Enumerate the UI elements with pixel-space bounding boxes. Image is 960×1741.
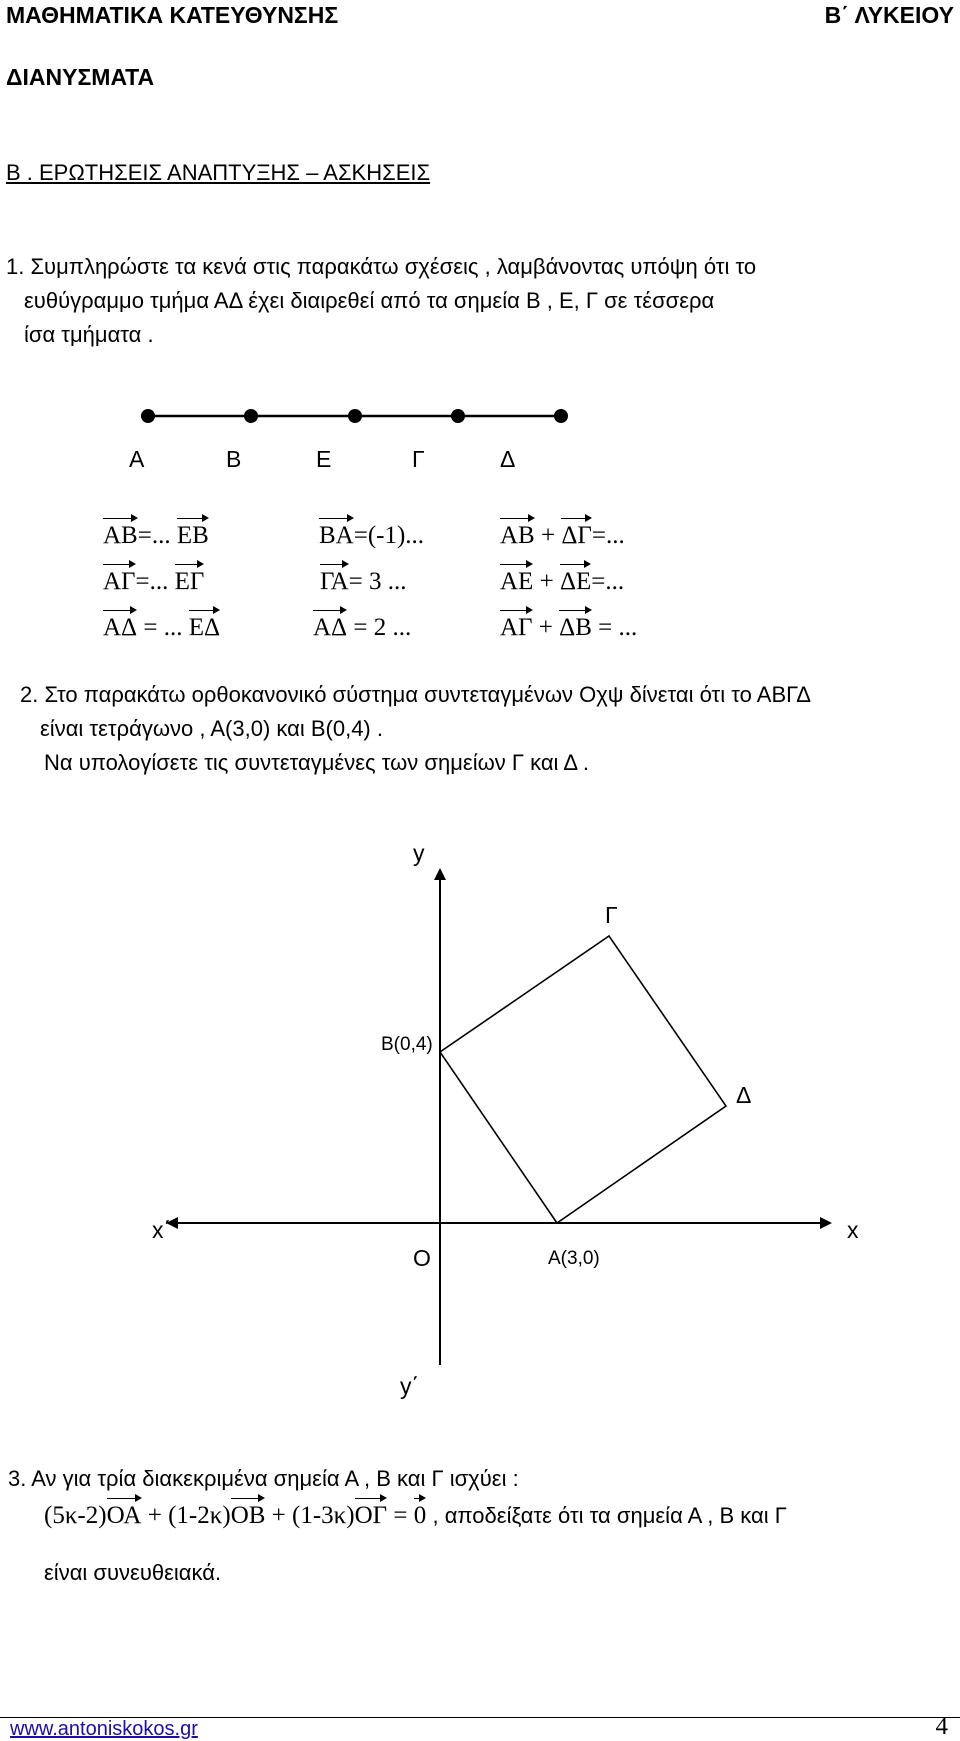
relation-text: = 3 ... [348, 568, 407, 595]
point-a-dot [141, 409, 155, 423]
point-d-dot [554, 409, 568, 423]
point-label-b: Β [226, 446, 242, 472]
relation-2-2 [320, 568, 407, 596]
page-number: 4 [935, 1713, 948, 1740]
vector: ΕΓ [174, 568, 205, 595]
relation-text: =... [591, 522, 625, 549]
q1-line-1: 1. Συμπληρώστε τα κενά στις παρακάτω σχέσεις , λαμβάνοντας υπόψη ότι το [6, 254, 757, 279]
header-grade: Β΄ ΛΥΚΕΙΟΥ [824, 2, 954, 28]
q1-line-2: ευθύγραμμο τμήμα ΑΔ έχει διαιρεθεί από τα σημεία Β , Ε, Γ σε τέσσερα [24, 288, 715, 313]
point-g-dot [451, 409, 465, 423]
label-origin: O [413, 1245, 431, 1271]
q3-conclusion: , αποδείξατε ότι τα σημεία Α , Β και Γ [432, 1503, 787, 1528]
chapter-title: ΔΙΑΝΥΣΜΑΤΑ [6, 64, 155, 90]
header-subject: ΜΑΘΗΜΑΤΙΚΑ ΚΑΤΕΥΘΥΝΣΗΣ [6, 2, 339, 28]
vector: ΑΓ [103, 568, 136, 595]
relation-text: =(-1)... [353, 522, 425, 549]
vector: ΔΓ [561, 522, 592, 549]
relation-text: + [534, 522, 562, 549]
coordinate-diagram [0, 860, 960, 1400]
relation-text: = ... [591, 614, 638, 641]
point-label-e: Ε [316, 446, 332, 472]
relation-text: =... [591, 568, 625, 595]
vector: ΑΓ [500, 614, 533, 641]
label-gamma: Γ [605, 902, 618, 928]
point-label-d: Δ [500, 446, 516, 472]
vector: ΟΒ [230, 1502, 266, 1529]
relation-3-3 [500, 614, 637, 642]
q3-formula [44, 1502, 432, 1529]
vector: ΔΕ [559, 568, 592, 595]
segment-diagram [0, 400, 960, 450]
point-label-a: Α [129, 446, 145, 472]
coefficient: (5κ-2) [44, 1502, 107, 1529]
relation-2-1 [103, 568, 204, 596]
coefficient: + (1-3κ) [265, 1502, 355, 1529]
vector: ΑΔ [313, 614, 348, 641]
label-x: x [847, 1217, 859, 1243]
label-b: Β(0,4) [381, 1034, 433, 1055]
q3-line-2 [44, 1502, 787, 1530]
footer-website-link[interactable]: www.antoniskokos.gr [10, 1718, 198, 1740]
label-x-prime: x΄ [152, 1217, 172, 1243]
coefficient: + (1-2κ) [141, 1502, 231, 1529]
vector: ΕΔ [188, 614, 221, 641]
vector: ΑΕ [500, 568, 534, 595]
relation-text: + [533, 568, 560, 595]
label-y-prime: y΄ [400, 1373, 420, 1399]
relation-1-3 [500, 522, 625, 550]
relation-text: = ... [137, 614, 189, 641]
square-abgd [440, 936, 726, 1223]
zero-vector: 0 [413, 1502, 427, 1529]
footer-link-wrap [10, 1718, 198, 1741]
q2-line-3: Να υπολογίσετε τις συντεταγμένες των σημείων Γ και Δ . [44, 750, 590, 775]
q2-line-2: είναι τετράγωνο , Α(3,0) και Β(0,4) . [40, 716, 383, 741]
vector: ΓΑ [320, 568, 349, 595]
relation-3-2 [313, 614, 411, 642]
vector: ΕΒ [176, 522, 209, 549]
label-y: y [413, 840, 425, 866]
vector: ΟΑ [106, 1502, 142, 1529]
equals: = [387, 1502, 414, 1529]
relation-text: =... [135, 568, 175, 595]
relation-3-1 [103, 614, 220, 642]
q1-line-3: ίσα τμήματα . [24, 322, 154, 347]
label-a: Α(3,0) [548, 1248, 600, 1269]
vector: ΑΔ [103, 614, 138, 641]
vector: ΔΒ [559, 614, 592, 641]
relation-2-3 [500, 568, 624, 596]
section-title: Β . ΕΡΩΤΗΣΕΙΣ ΑΝΑΠΤΥΞΗΣ – ΑΣΚΗΣΕΙΣ [6, 160, 431, 185]
vector: ΑΒ [500, 522, 535, 549]
point-e-dot [348, 409, 362, 423]
q3-line-1: 3. Αν για τρία διακεκριμένα σημεία Α , Β και Γ ισχύει : [8, 1466, 519, 1491]
q2-line-1: 2. Στο παρακάτω ορθοκανονικό σύστημα συντεταγμένων Οχψ δίνεται ότι το ΑΒΓΔ [20, 682, 811, 707]
q3-line-3: είναι συνευθειακά. [44, 1560, 222, 1585]
relation-1-2 [319, 522, 424, 550]
relation-text: + [532, 614, 560, 641]
label-delta: Δ [736, 1082, 752, 1108]
point-label-g: Γ [412, 446, 425, 472]
relation-1-1 [103, 522, 209, 550]
vector: ΒΑ [319, 522, 354, 549]
vector: ΟΓ [354, 1502, 388, 1529]
vector: ΑΒ [103, 522, 138, 549]
relation-text: = 2 ... [347, 614, 412, 641]
relation-text: =... [137, 522, 177, 549]
point-b-dot [244, 409, 258, 423]
